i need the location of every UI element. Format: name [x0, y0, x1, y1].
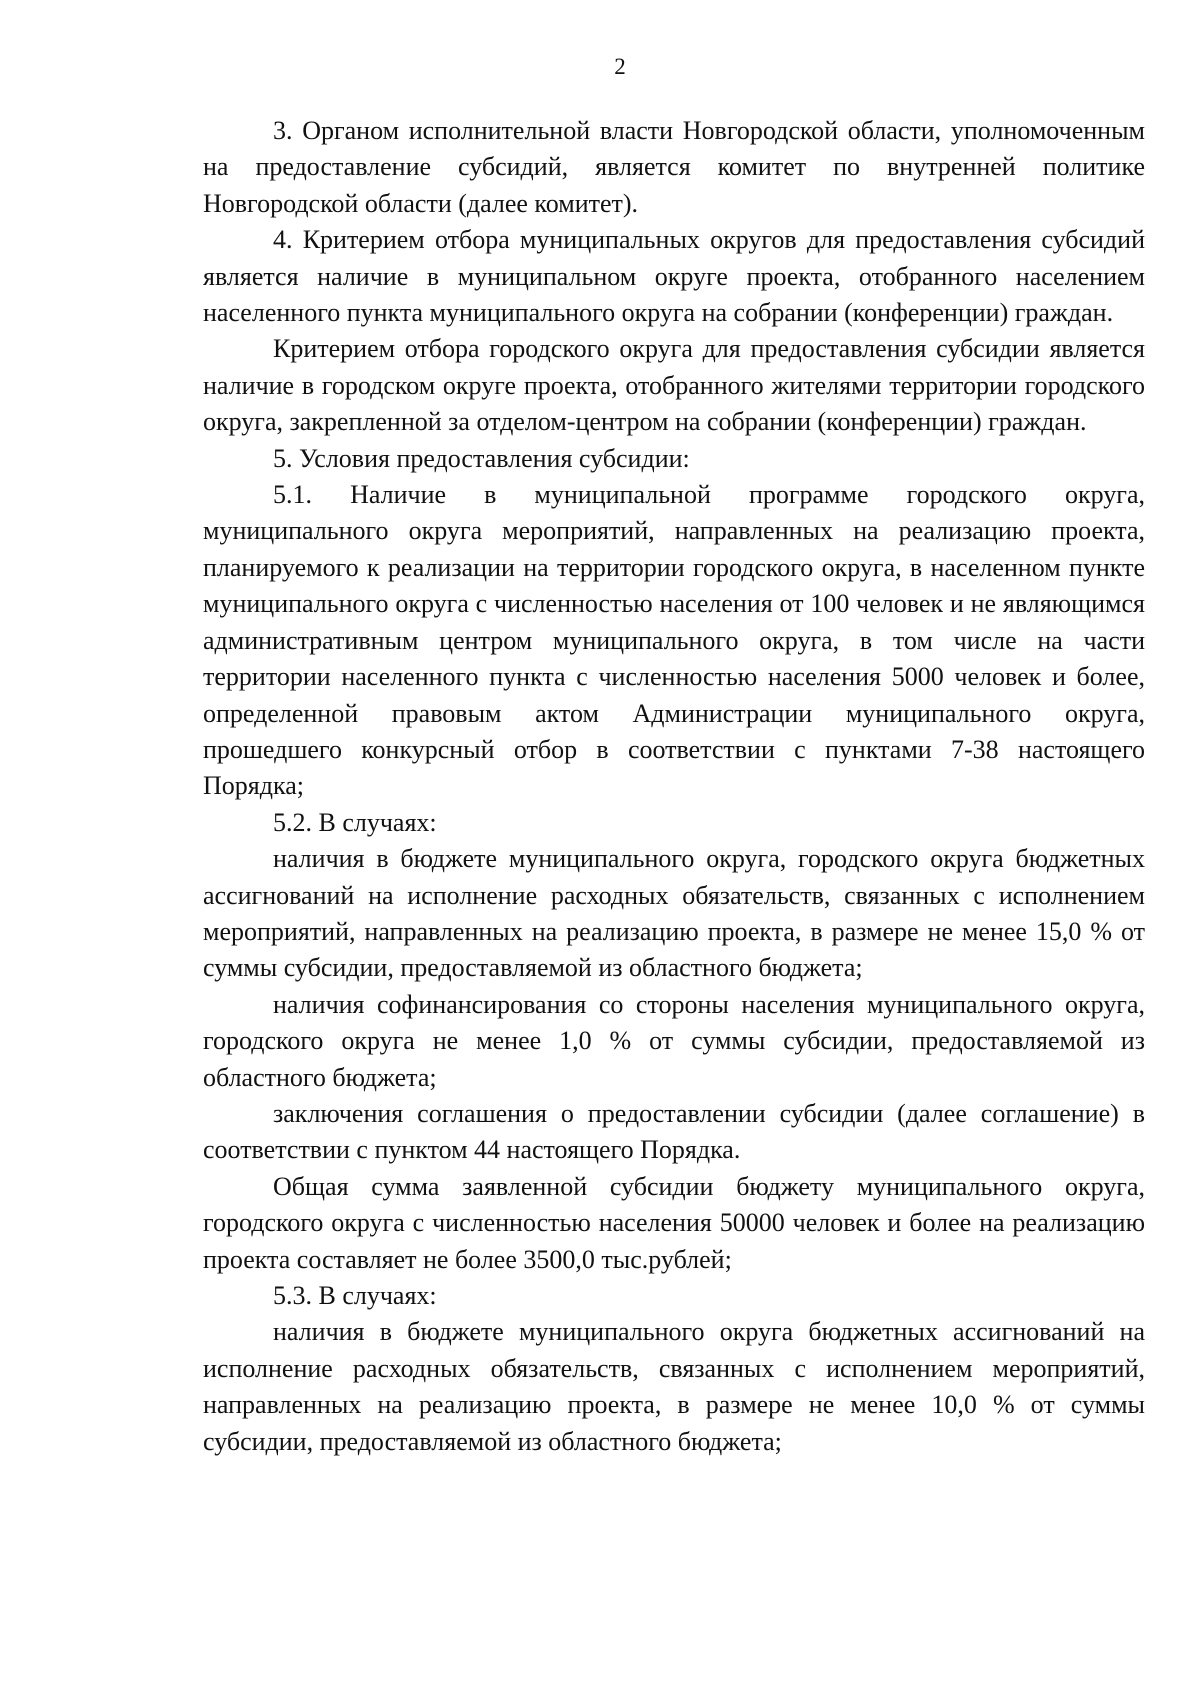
paragraph-5-1: 5.1. Наличие в муниципальной программе городского округа, муниципального округа мероприятий, направленных на реализацию проекта, планируемого к реализации на территории городского округа, в населенном пункте муниципального округа с численностью населения от 100 человек и не являющимся административным центром муниципального округа, в том числе на части территории населенного пункта с численностью населения 5000 человек и более, определенной правовым актом Администрации муниципального округа, прошедшего конкурсный отбор в соответствии с пунктами 7-38 настоящего Порядка;: [203, 480, 1145, 801]
paragraph-5-2-budget: наличия в бюджете муниципального округа, городского округа бюджетных ассигнований на исполнение расходных обязательств, связанных с исполнением мероприятий, направленных на реализацию проекта, в размере не менее 15,0 % от суммы субсидии, предоставляемой из областного бюджета;: [203, 844, 1145, 983]
paragraph-4-municipal-criteria: 4. Критерием отбора муниципальных округов для предоставления субсидий является наличие в муниципальном округе проекта, отобранного населением населенного пункта муниципального округа на собрании (конференции) граждан.: [203, 225, 1145, 328]
paragraph-city-criteria: Критерием отбора городского округа для предоставления субсидии является наличие в городском округе проекта, отобранного жителями территории городского округа, закрепленной за отделом-центром на собрании (конференции) граждан.: [203, 334, 1145, 437]
paragraph-5-conditions-heading: 5. Условия предоставления субсидии:: [273, 443, 690, 473]
document-body: [203, 113, 1145, 1460]
paragraph-5-2-heading: 5.2. В случаях:: [273, 807, 437, 837]
paragraph-3-executive-body: 3. Органом исполнительной власти Новгородской области, уполномоченным на предоставление субсидий, является комитет по внутренней политике Новгородской области (далее комитет).: [203, 116, 1145, 218]
paragraph-5-2-cofinancing: наличия софинансирования со стороны населения муниципального округа, городского округа не менее 1,0 % от суммы субсидии, предоставляемой из областного бюджета;: [203, 989, 1145, 1092]
paragraph-5-2-agreement: заключения соглашения о предоставлении субсидии (далее соглашение) в соответствии с пунктом 44 настоящего Порядка.: [203, 1098, 1145, 1165]
paragraph-5-3-heading: 5.3. В случаях:: [273, 1281, 437, 1310]
page-number: 2: [614, 54, 626, 79]
paragraph-total-subsidy: Общая сумма заявленной субсидии бюджету муниципального округа, городского округа с численностью населения 50000 человек и более на реализацию проекта составляет не более 3500,0 тыс.рублей;: [203, 1171, 1145, 1274]
paragraph-5-3-budget: наличия в бюджете муниципального округа бюджетных ассигнований на исполнение расходных обязательств, связанных с исполнением мероприятий, направленных на реализацию проекта, в размере не менее 10,0 % от суммы субсидии, предоставляемой из областного бюджета;: [203, 1317, 1145, 1456]
